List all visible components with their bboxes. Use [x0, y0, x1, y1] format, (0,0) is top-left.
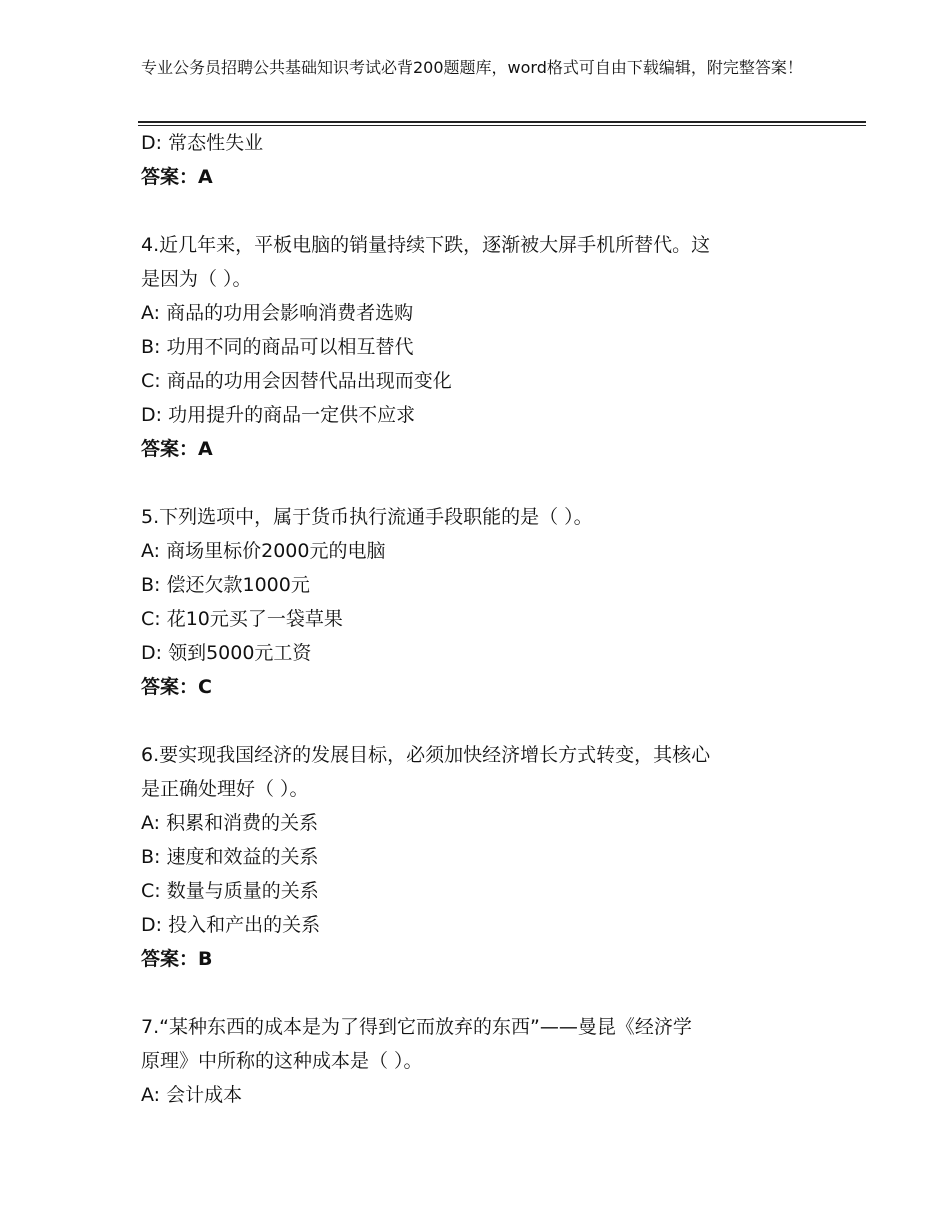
question-text: 4.近几年来，平板电脑的销量持续下跌，逐渐被大屏手机所替代。这: [141, 234, 711, 256]
question-text: 6.要实现我国经济的发展目标，必须加快经济增长方式转变，其核心: [141, 744, 711, 766]
option-a: A: 商品的功用会影响消费者选购: [141, 302, 414, 324]
header-text: 专业公务员招聘公共基础知识考试必背200题题库，word格式可自由下载编辑，附完整答案！: [141, 58, 803, 77]
option-a: A: 积累和消费的关系: [141, 812, 319, 834]
question-text: 是因为（ ）。: [141, 268, 252, 290]
page-header: [141, 56, 821, 79]
question-text: 原理》中所称的这种成本是（ ）。: [141, 1050, 423, 1072]
question-4: [141, 228, 821, 466]
question-text: 7.“某种东西的成本是为了得到它而放弃的东西”——曼昆《经济学: [141, 1016, 692, 1038]
option-b: B: 速度和效益的关系: [141, 846, 319, 868]
option-a: A: 商场里标价2000元的电脑: [141, 540, 386, 562]
option-b: B: 偿还欠款1000元: [141, 574, 310, 596]
answer: 答案：B: [141, 948, 213, 970]
answer: 答案：A: [141, 438, 213, 460]
question-6: [141, 738, 821, 976]
question-text: 是正确处理好（ ）。: [141, 778, 309, 800]
option-c: C: 花10元买了一袋草果: [141, 608, 343, 630]
question-content: [141, 126, 821, 1112]
option-d: D: 功用提升的商品一定供不应求: [141, 404, 416, 426]
option-c: C: 数量与质量的关系: [141, 880, 319, 902]
question-5: [141, 500, 821, 704]
option-c: C: 商品的功用会因替代品出现而变化: [141, 370, 452, 392]
header-rule-thick: [138, 121, 866, 123]
option-b: B: 功用不同的商品可以相互替代: [141, 336, 414, 358]
question-7: [141, 1010, 821, 1112]
option-d: D: 常态性失业: [141, 132, 264, 154]
option-a: A: 会计成本: [141, 1084, 243, 1106]
option-d: D: 领到5000元工资: [141, 642, 312, 664]
question-text: 5.下列选项中，属于货币执行流通手段职能的是（ ）。: [141, 506, 593, 528]
option-d: D: 投入和产出的关系: [141, 914, 321, 936]
answer: 答案：A: [141, 166, 213, 188]
answer: 答案：C: [141, 676, 212, 698]
